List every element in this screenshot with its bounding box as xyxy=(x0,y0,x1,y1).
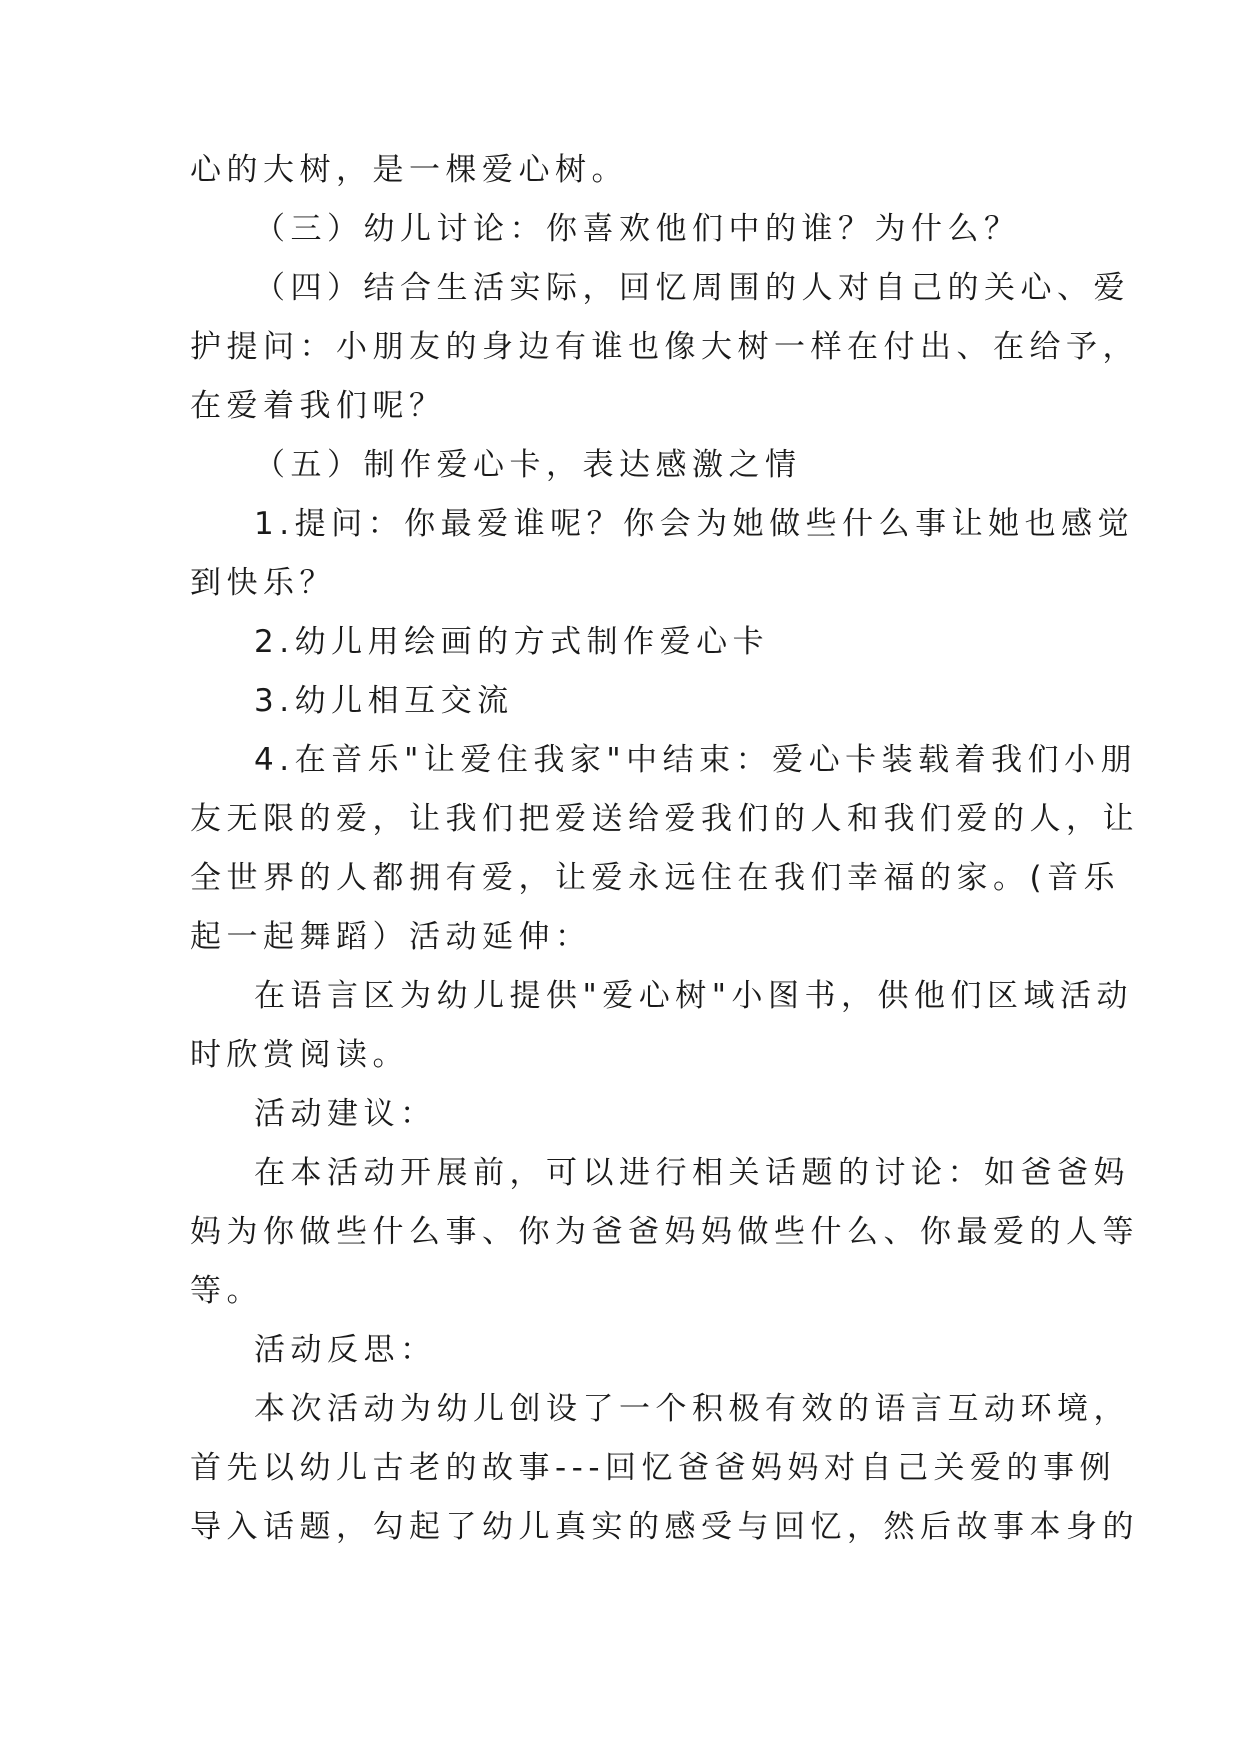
paragraph-line: 友无限的爱，让我们把爱送给爱我们的人和我们爱的人，让 xyxy=(190,801,1139,837)
paragraph-line: 护提问：小朋友的身边有谁也像大树一样在付出、在给予， xyxy=(190,329,1139,365)
paragraph-line: （五）制作爱心卡，表达感激之情 xyxy=(254,447,802,483)
paragraph-line: 全世界的人都拥有爱，让爱永远住在我们幸福的家。(音乐 xyxy=(190,860,1121,896)
paragraph-line: 起一起舞蹈）活动延伸： xyxy=(190,919,592,955)
paragraph-line: 导入话题，勾起了幼儿真实的感受与回忆，然后故事本身的 xyxy=(190,1509,1139,1545)
paragraph-line: （三）幼儿讨论：你喜欢他们中的谁？为什么？ xyxy=(254,211,1021,247)
section-heading: 活动建议： xyxy=(254,1096,437,1132)
paragraph-line: 到快乐？ xyxy=(190,565,336,601)
paragraph-line: 首先以幼儿古老的故事---回忆爸爸妈妈对自己关爱的事例 xyxy=(190,1450,1117,1486)
paragraph-line: 在语言区为幼儿提供"爱心树"小图书，供他们区域活动 xyxy=(254,978,1134,1014)
paragraph-line: 4.在音乐"让爱住我家"中结束：爱心卡装载着我们小朋 xyxy=(254,742,1138,778)
paragraph-line: 在本活动开展前，可以进行相关话题的讨论：如爸爸妈 xyxy=(254,1155,1130,1191)
paragraph-line: （四）结合生活实际，回忆周围的人对自己的关心、爱 xyxy=(254,270,1130,306)
section-heading: 活动反思： xyxy=(254,1332,437,1368)
paragraph-line: 心的大树，是一棵爱心树。 xyxy=(190,152,628,188)
paragraph-line: 时欣赏阅读。 xyxy=(190,1037,409,1073)
paragraph-line: 2.幼儿用绘画的方式制作爱心卡 xyxy=(254,624,770,660)
paragraph-line: 妈为你做些什么事、你为爸爸妈妈做些什么、你最爱的人等 xyxy=(190,1214,1139,1250)
paragraph-line: 等。 xyxy=(190,1273,263,1309)
paragraph-line: 1.提问：你最爱谁呢？你会为她做些什么事让她也感觉 xyxy=(254,506,1135,542)
paragraph-line: 本次活动为幼儿创设了一个积极有效的语言互动环境， xyxy=(254,1391,1130,1427)
paragraph-line: 在爱着我们呢？ xyxy=(190,388,446,424)
paragraph-line: 3.幼儿相互交流 xyxy=(254,683,514,719)
